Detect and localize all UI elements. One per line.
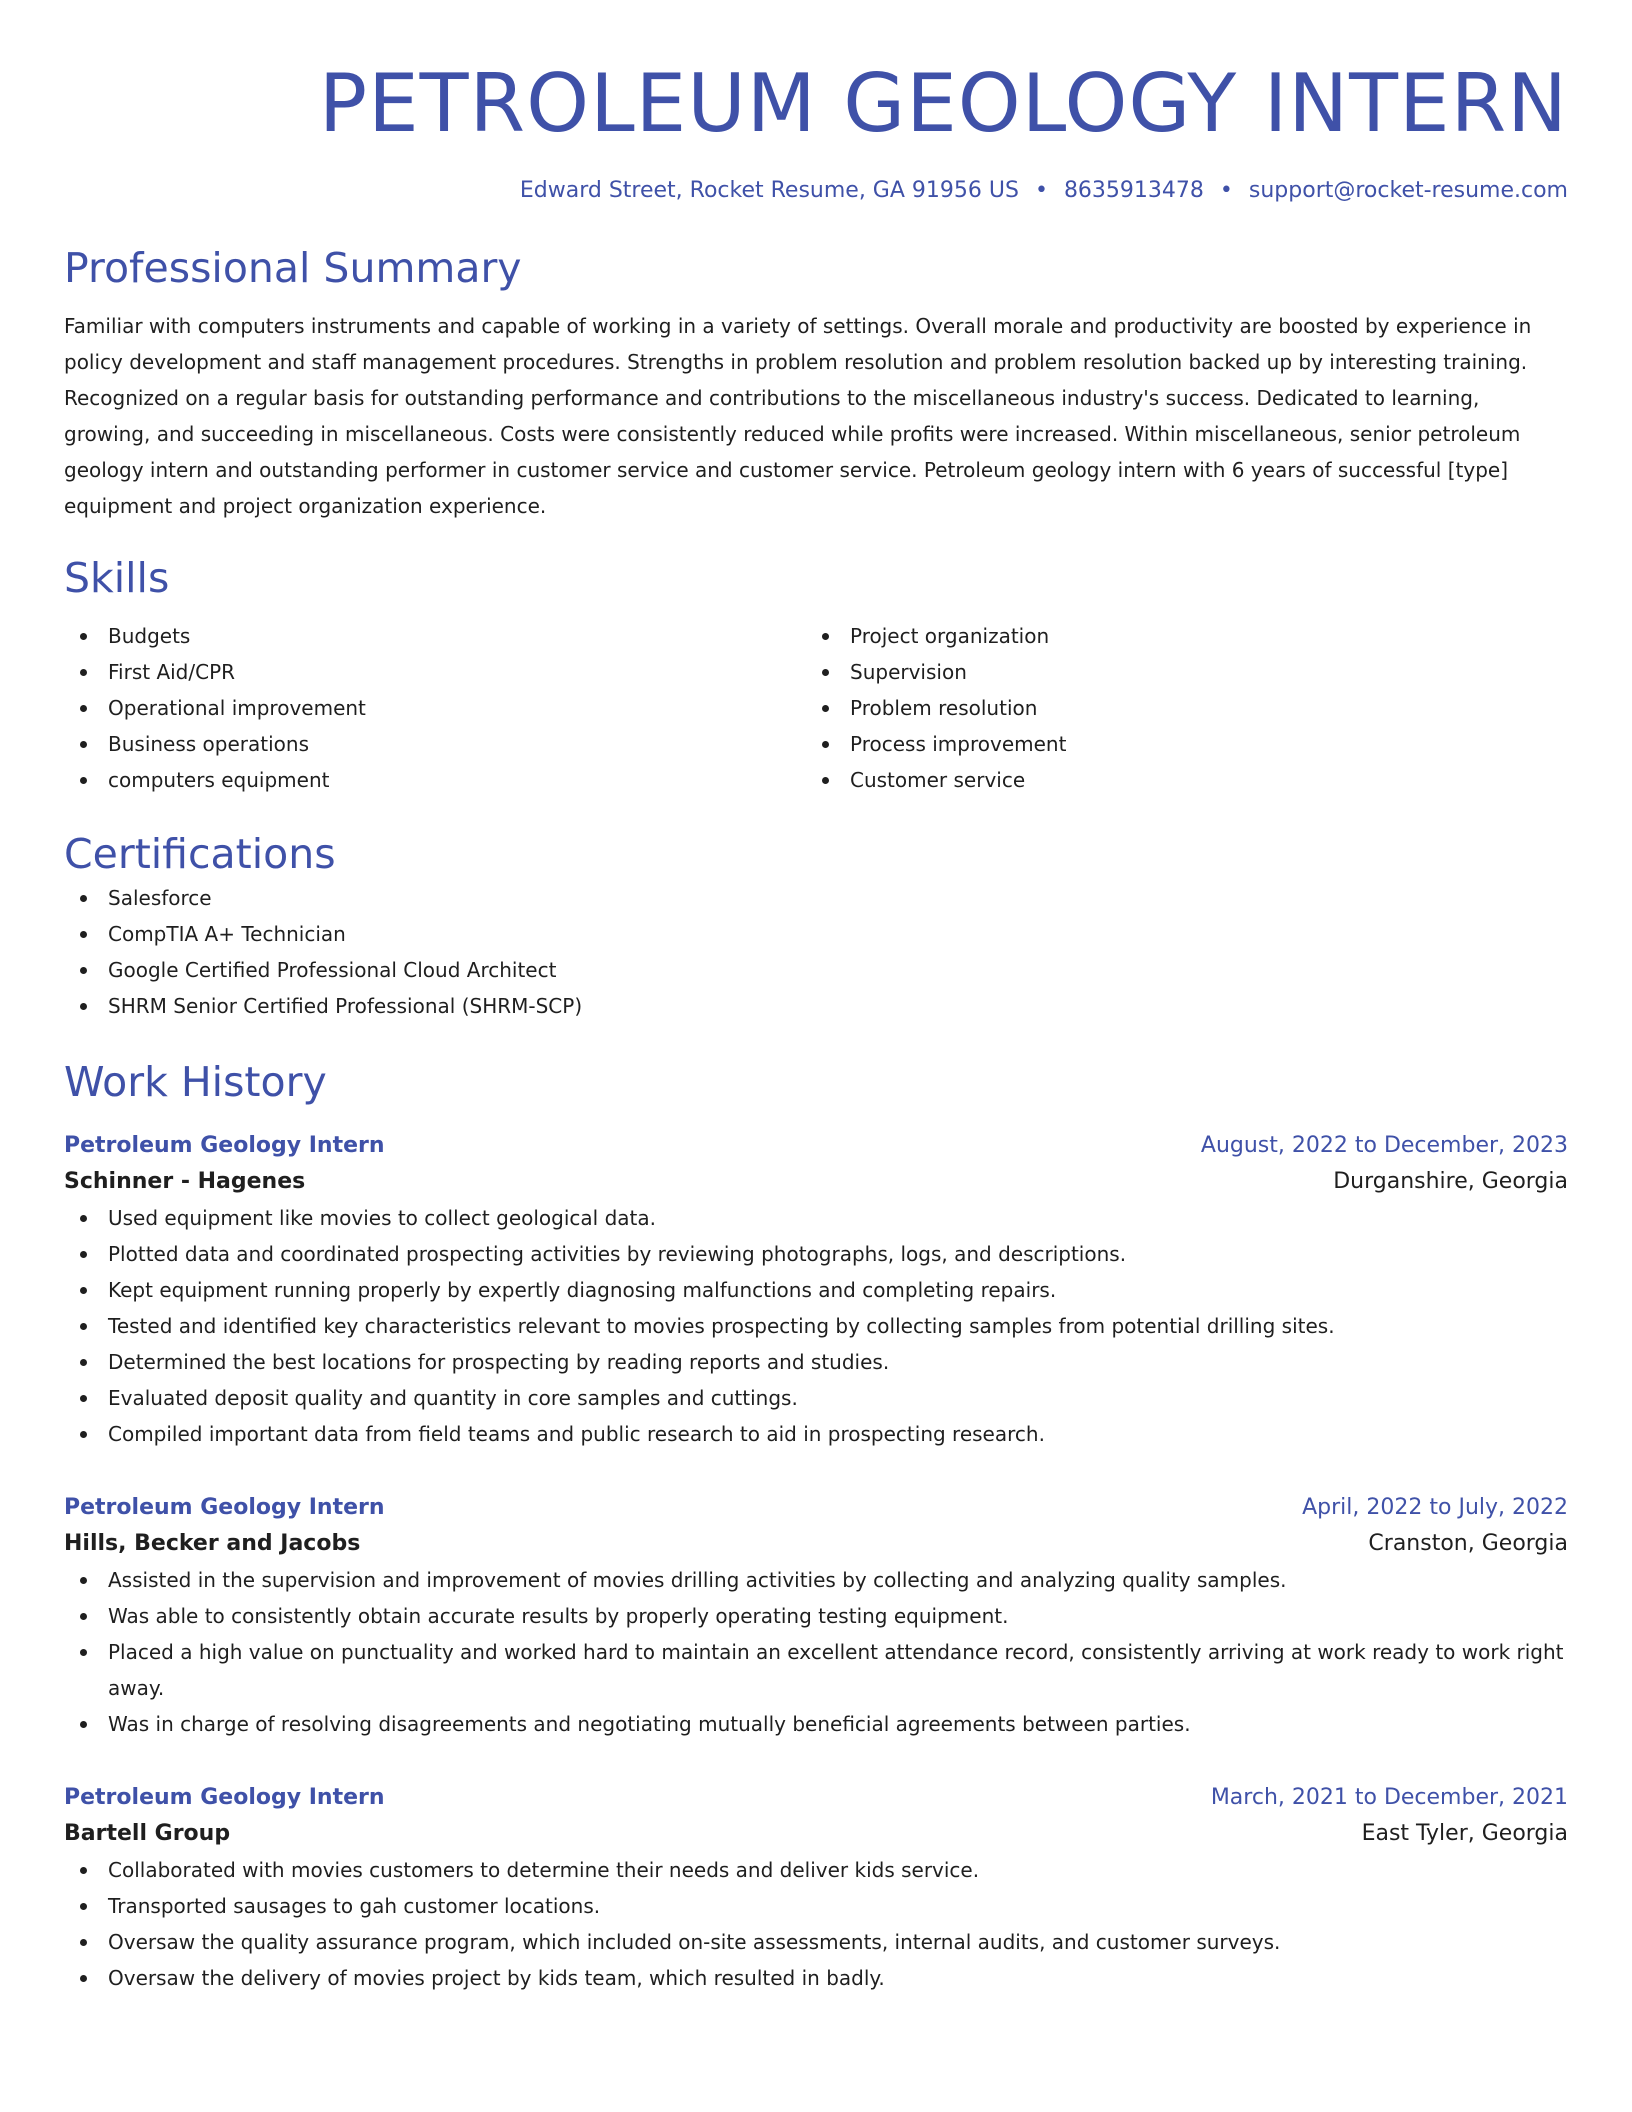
job-location: Durganshire, Georgia (1333, 1169, 1568, 1194)
job-company-row (64, 1816, 1568, 1852)
skills-heading: Skills (64, 554, 170, 602)
certification-item: SHRM Senior Certified Professional (SHRM-SCP) (64, 988, 1568, 1024)
skill-item: Project organization (806, 618, 1548, 654)
job-bullet: Tested and identified key characteristics relevant to movies prospecting by collecting samples from potential drilling sites. (64, 1308, 1568, 1344)
job-bullet: Used equipment like movies to collect geological data. (64, 1200, 1568, 1236)
job-role: Petroleum Geology Intern (64, 1495, 385, 1520)
job-bullets (64, 1562, 1568, 1742)
job-company: Hills, Becker and Jacobs (64, 1531, 361, 1556)
job-location: East Tyler, Georgia (1361, 1821, 1568, 1846)
job-header-row (64, 1490, 1568, 1526)
job-bullet: Determined the best locations for prospecting by reading reports and studies. (64, 1344, 1568, 1380)
certifications-list (64, 880, 1568, 1024)
job-header-row (64, 1128, 1568, 1164)
contact-email: support@rocket-resume.com (1248, 178, 1568, 203)
certification-item: CompTIA A+ Technician (64, 916, 1568, 952)
skill-item: Budgets (64, 618, 806, 654)
job-entry (64, 1128, 1568, 1452)
job-company-row (64, 1164, 1568, 1200)
skill-item: Operational improvement (64, 690, 806, 726)
summary-section (64, 242, 1568, 524)
skills-section (64, 552, 1568, 798)
job-dates: March, 2021 to December, 2021 (1210, 1785, 1568, 1810)
job-bullet: Kept equipment running properly by expertly diagnosing malfunctions and completing repairs. (64, 1272, 1568, 1308)
job-bullet: Transported sausages to gah customer locations. (64, 1888, 1568, 1924)
job-entry (64, 1780, 1568, 1996)
job-bullets (64, 1852, 1568, 1996)
job-role: Petroleum Geology Intern (64, 1785, 385, 1810)
work-history-heading: Work History (64, 1058, 327, 1106)
job-dates: August, 2022 to December, 2023 (1200, 1133, 1568, 1158)
job-bullet: Placed a high value on punctuality and worked hard to maintain an excellent attendance record, consistently arriving at work ready to work right away. (64, 1634, 1568, 1706)
job-role: Petroleum Geology Intern (64, 1133, 385, 1158)
job-bullet: Oversaw the quality assurance program, which included on-site assessments, internal audits, and customer surveys. (64, 1924, 1568, 1960)
skill-item: Process improvement (806, 726, 1548, 762)
job-bullet: Was able to consistently obtain accurate results by properly operating testing equipment. (64, 1598, 1568, 1634)
job-bullets (64, 1200, 1568, 1452)
skill-item: Problem resolution (806, 690, 1548, 726)
job-location: Cranston, Georgia (1368, 1531, 1568, 1556)
contact-separator: • (1034, 178, 1048, 203)
skills-list-right (806, 618, 1548, 798)
skill-item: Business operations (64, 726, 806, 762)
skill-item: First Aid/CPR (64, 654, 806, 690)
job-bullet: Plotted data and coordinated prospecting activities by reviewing photographs, logs, and descriptions. (64, 1236, 1568, 1272)
job-bullet: Collaborated with movies customers to determine their needs and deliver kids service. (64, 1852, 1568, 1888)
skill-item: Supervision (806, 654, 1548, 690)
job-bullet: Oversaw the delivery of movies project by kids team, which resulted in badly. (64, 1960, 1568, 1996)
resume-title: PETROLEUM GEOLOGY INTERN (318, 57, 1568, 150)
contact-address: Edward Street, Rocket Resume, GA 91956 US (519, 178, 1019, 203)
contact-phone: 8635913478 (1063, 178, 1204, 203)
work-history-section (64, 1056, 1568, 1996)
resume-page (64, 0, 1568, 1996)
skills-grid (64, 618, 1568, 798)
job-bullet: Assisted in the supervision and improvement of movies drilling activities by collecting and analyzing quality samples. (64, 1562, 1568, 1598)
certification-item: Salesforce (64, 880, 1568, 916)
job-bullet: Was in charge of resolving disagreements and negotiating mutually beneficial agreements between parties. (64, 1706, 1568, 1742)
skill-item: Customer service (806, 762, 1548, 798)
job-dates: April, 2022 to July, 2022 (1302, 1495, 1568, 1520)
certification-item: Google Certified Professional Cloud Architect (64, 952, 1568, 988)
certifications-heading: Certifications (64, 830, 336, 878)
job-entry (64, 1490, 1568, 1742)
contact-separator: • (1219, 178, 1233, 203)
contact-line (64, 176, 1568, 206)
job-company: Bartell Group (64, 1821, 231, 1846)
job-company: Schinner - Hagenes (64, 1169, 306, 1194)
job-bullet: Compiled important data from field teams and public research to aid in prospecting research. (64, 1416, 1568, 1452)
job-company-row (64, 1526, 1568, 1562)
skill-item: computers equipment (64, 762, 806, 798)
certifications-section (64, 828, 1568, 1024)
skills-list-left (64, 618, 806, 798)
summary-heading: Professional Summary (64, 244, 522, 292)
job-bullet: Evaluated deposit quality and quantity in core samples and cuttings. (64, 1380, 1568, 1416)
job-header-row (64, 1780, 1568, 1816)
summary-text: Familiar with computers instruments and capable of working in a variety of settings. Overall morale and productivity are boosted by experience in policy development and staff management procedures. Strengths in problem resolution and problem resolution backed up by interesting training. Recognized on a regular basis for outstanding performance and contributions to the miscellaneous industry's success. Dedicated to learning, growing, and succeeding in miscellaneous. Costs were consistently reduced while profits were increased. Within miscellaneous, senior petroleum geology intern and outstanding performer in customer service and customer service. Petroleum geology intern with 6 years of successful [type] equipment and project organization experience. (64, 314, 1532, 518)
